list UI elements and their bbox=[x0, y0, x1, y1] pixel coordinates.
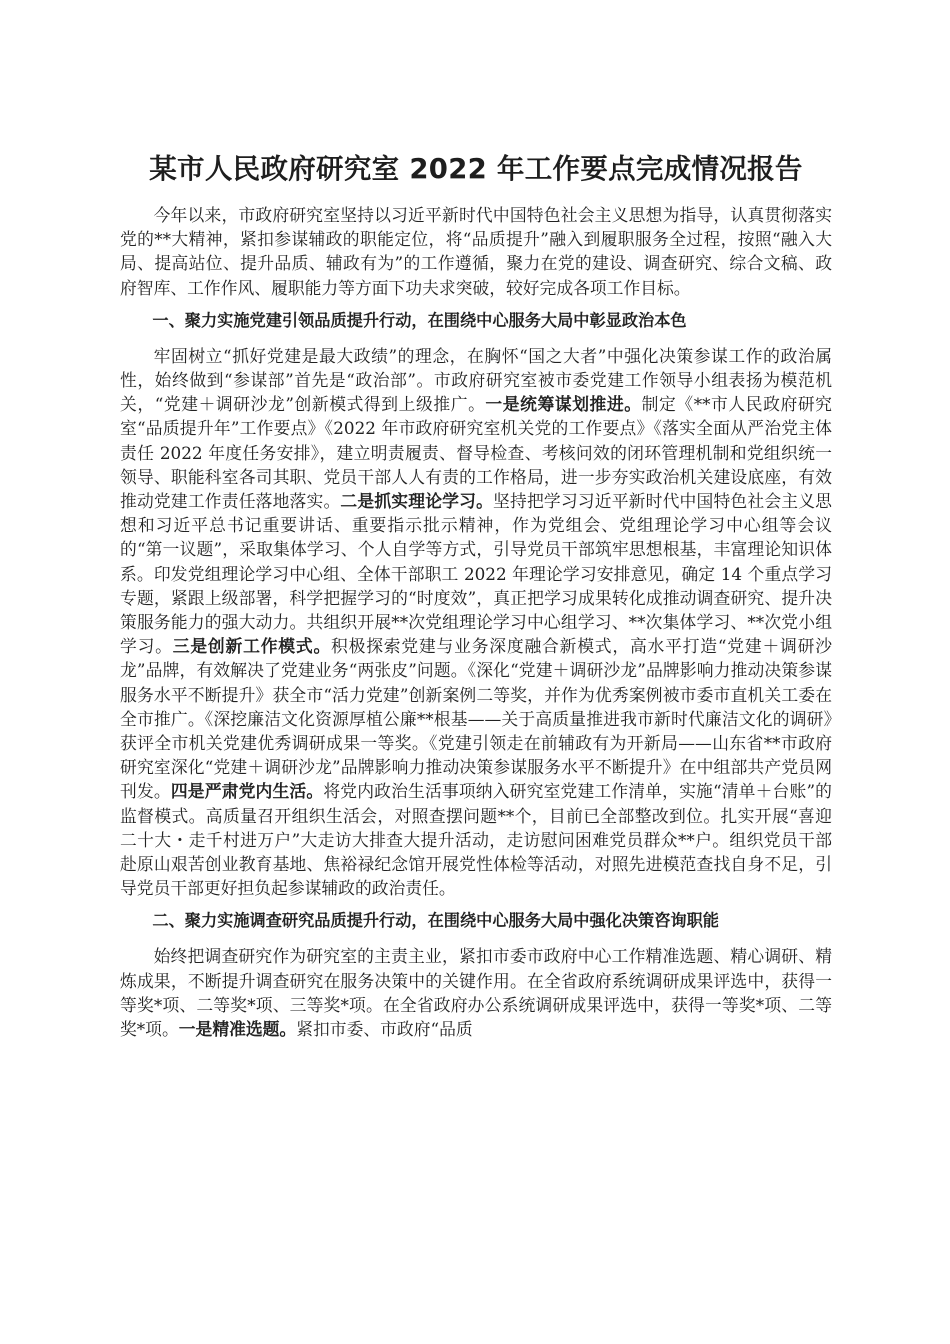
section-1-text-3: 坚持把学习习近平新时代中国特色社会主义思想和习近平总书记重要讲话、重要指示批示精神，作为党组会、党组理论学习中心组等会议的“第一议题”，采取集体学习、个人自学等方式，引导党员干部筑牢思想根基，丰富理论知识体系。印发党组理论学习中心组、全体干部职工 2022 年理论学习安排意见，确定 14 个重点学习专题，紧跟上级部署，科学把握学习的“时度效”，真正把学习成果转化成推动调查研究、提升决策服务能力的强大动力。共组织开展**次党组理论学习中心组学习、**次集体学习、**次党小组学习。 bbox=[120, 491, 832, 657]
document-page bbox=[120, 150, 832, 1041]
section-1-point-3: 三是创新工作模式。 bbox=[172, 636, 332, 657]
section-2-text-2: 紧扣市委、市政府“品质 bbox=[296, 1019, 473, 1040]
section-2-text-1: 始终把调查研究作为研究室的主责主业，紧扣市委市政府中心工作精准选题、精心调研、精炼成果，不断提升调查研究在服务决策中的关键作用。在全省政府系统调研成果评选中，获得一等奖*项、二等奖*项、三等奖*项。在全省政府办公系统调研成果评选中，获得一等奖*项、二等奖*项。 bbox=[120, 946, 832, 1040]
section-1-point-4: 四是严肃党内生活。 bbox=[170, 781, 324, 802]
section-1-point-2: 二是抓实理论学习。 bbox=[340, 491, 494, 512]
section-2-paragraph bbox=[120, 944, 832, 1041]
section-2-heading: 二、聚力实施调查研究品质提升行动，在围绕中心服务大局中强化决策咨询职能 bbox=[152, 911, 719, 931]
document-title: 某市人民政府研究室 2022 年工作要点完成情况报告 bbox=[149, 153, 803, 185]
intro-paragraph: 今年以来，市政府研究室坚持以习近平新时代中国特色社会主义思想为指导，认真贯彻落实党的**大精神，紧扣参谋辅政的职能定位，将“品质提升”融入到履职服务全过程，按照“融入大局、提高站位、提升品质、辅政有为”的工作遵循，聚力在党的建设、调查研究、综合文稿、政府智库、工作作风、履职能力等方面下功夫求突破，较好完成各项工作目标。 bbox=[120, 205, 832, 298]
section-1-text-1: 牢固树立“抓好党建是最大政绩”的理念，在胸怀“国之大者”中强化决策参谋工作的政治属性，始终做到“参谋部”首先是“政治部”。市政府研究室被市委党建工作领导小组表扬为模范机关，“党建＋调研沙龙”创新模式得到上级推广。 bbox=[120, 345, 832, 415]
section-1-text-5: 将党内政治生活事项纳入研究室党建工作清单，实施“清单＋台账”的监督模式。高质量召开组织生活会，对照查摆问题**个，目前已全部整改到位。扎实开展“喜迎二十大・走千村进万户”大走访大排查大提升活动，走访慰问困难党员群众**户。组织党员干部赴原山艰苦创业教育基地、焦裕禄纪念馆开展党性体检等活动，对照先进模范查找自身不足，引导党员干部更好担负起参谋辅政的政治责任。 bbox=[120, 781, 832, 899]
section-1-heading: 一、聚力实施党建引领品质提升行动，在围绕中心服务大局中彰显政治本色 bbox=[152, 310, 687, 330]
section-1-text-4: 积极探索党建与业务深度融合新模式，高水平打造“党建＋调研沙龙”品牌，有效解决了党建业务“两张皮”问题。《深化“党建＋调研沙龙”品牌影响力推动决策参谋服务水平不断提升》获全市“活力党建”创新案例二等奖，并作为优秀案例被市委市直机关工委在全市推广。《深挖廉洁文化资源厚植公廉**根基——关于高质量推进我市新时代廉洁文化的调研》获评全市机关党建优秀调研成果一等奖。《党建引领走在前辅政有为开新局——山东省**市政府研究室深化“党建＋调研沙龙”品牌影响力推动决策参谋服务水平不断提升》在中组部共产党员网刊发。 bbox=[120, 636, 832, 802]
section-1-point-1: 一是统筹谋划推进。 bbox=[485, 394, 642, 415]
section-1-paragraph bbox=[120, 344, 832, 901]
section-2-point-1: 一是精准选题。 bbox=[178, 1019, 297, 1040]
section-1-text-2: 制定《**市人民政府研究室“品质提升年”工作要点》《2022 年市政府研究室机关党的工作要点》《落实全面从严治党主体责任 2022 年度任务安排》，建立明责履责、督导检查、考核问效的闭环管理机制和党组织统一领导、职能科室各司其职、党员干部人人有责的工作格局，进一步夯实政治机关建设底座，有效推动党建工作责任落地落实。 bbox=[120, 394, 832, 512]
